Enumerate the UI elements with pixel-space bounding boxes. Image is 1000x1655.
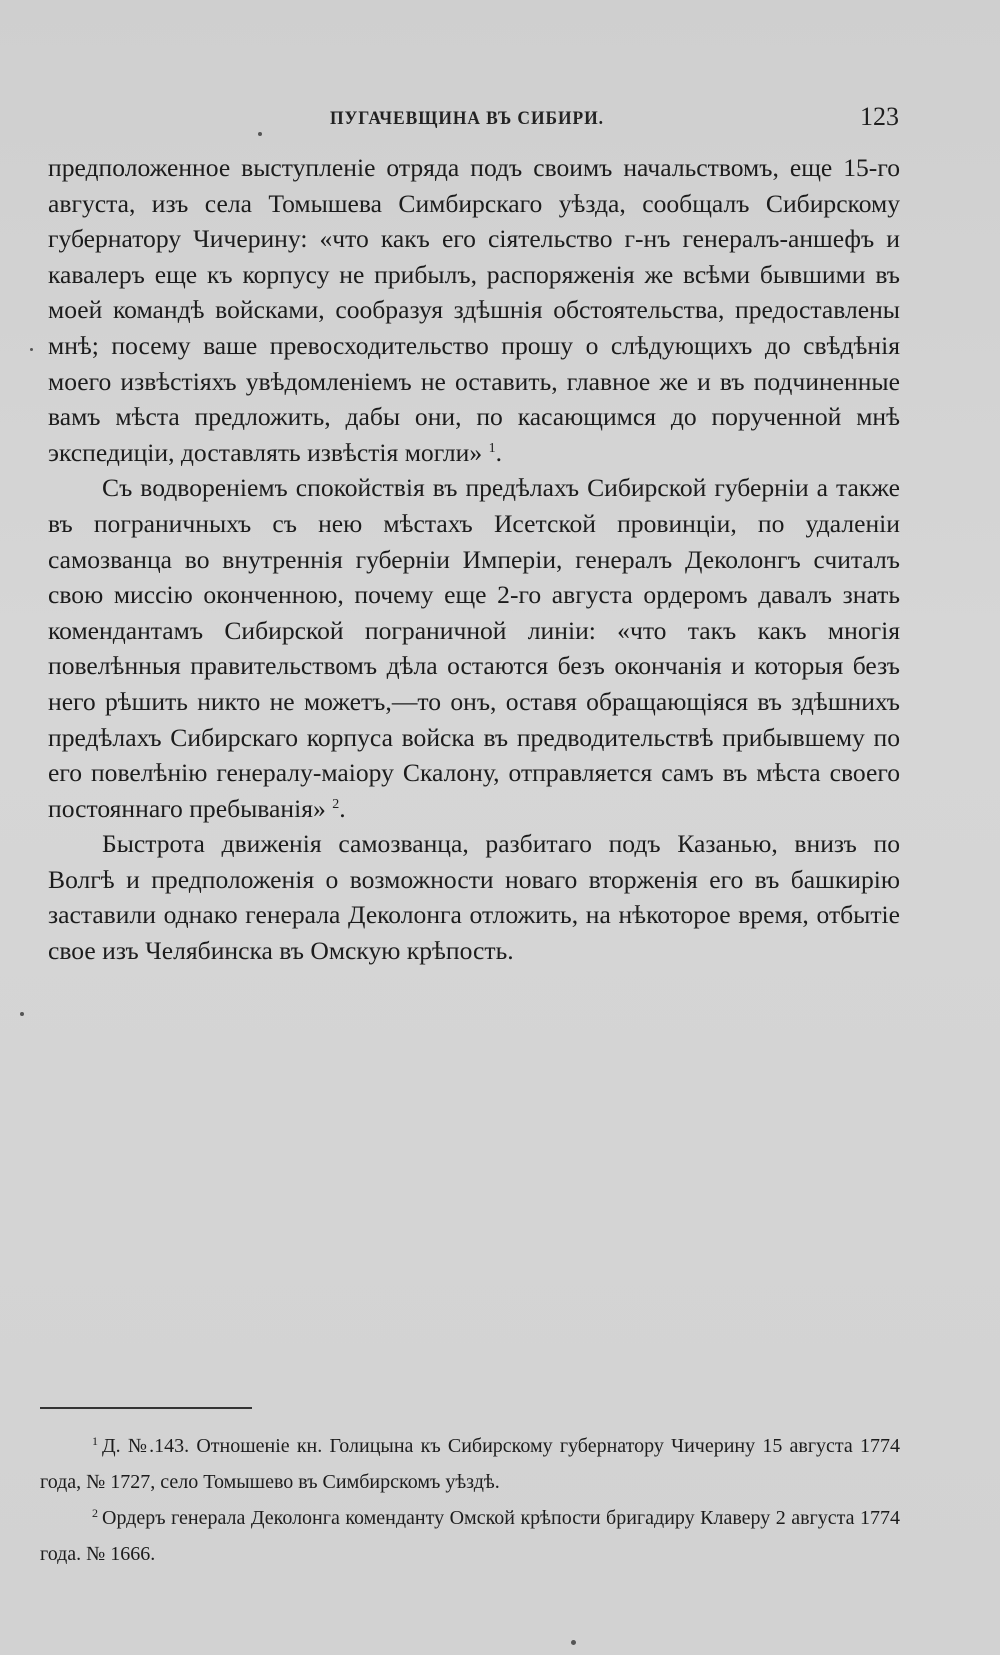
footnote-2-mark: 2 — [92, 1506, 98, 1520]
footnote-divider — [40, 1407, 252, 1409]
print-speck — [20, 1012, 24, 1016]
paragraph-3-text: Быстрота движенія самозванца, разбитаго подъ Казанью, внизъ по Волгѣ и предположенія о возможности новаго вторженія его въ башкирію заставили однако генерала Деколонга отложить, на нѣкоторое время, отбытіе свое изъ Челябинска въ Омскую крѣпость. — [48, 829, 900, 966]
footnote-ref-2: 2 — [332, 796, 340, 812]
print-speck — [571, 1640, 576, 1645]
print-speck — [258, 132, 262, 136]
main-text — [48, 150, 900, 969]
paragraph-2: Съ водвореніемъ спокойствія въ предѣлахъ Сибирской губерніи а также въ пограничныхъ съ нею мѣстахъ Исетской провинціи, по удаленіи самозванца во внутреннія губерніи Имперіи, генералъ Деколонгъ считалъ свою миссію оконченною, почему еще 2-го августа ордеромъ давалъ знать комендантамъ Сибирской пограничной линіи: «что такъ какъ многія повелѣнныя правительствомъ дѣла остаются безъ окончанія и которыя безъ него рѣшить никто не можетъ,—то онъ, оставя обращающіяся въ здѣшнихъ предѣлахъ Сибирскаго корпуса войска въ предводительствѣ прибывшему по его повелѣнію генералу-маіору Скалону, отправляется самъ въ мѣста своего постояннаго пребыванія» $^2$. — [48, 473, 900, 823]
paragraph-2-text: Съ водвореніемъ спокойствія въ предѣлахъ Сибирской губерніи а также въ пограничныхъ съ нею мѣстахъ Исетской провинціи, по удаленіи самозванца во внутреннія губерніи Имперіи, генералъ Деколонгъ считалъ свою миссію оконченною, почему еще 2-го августа ордеромъ давалъ знать комендантамъ Сибирской пограничной линіи: «что такъ какъ многія повелѣнныя правительствомъ дѣла остаются безъ окончанія и которыя безъ него рѣшить никто не можетъ,—то онъ, оставя обращающіяся въ здѣшнихъ предѣлахъ Сибирскаго корпуса войска въ предводительствѣ прибывшему по его повелѣнію генералу-маіору Скалону, отправляется самъ въ мѣста своего постояннаго пребыванія» — [48, 473, 900, 823]
footnote-1-mark: 1 — [92, 1434, 98, 1448]
print-speck — [30, 348, 33, 351]
paragraph-1: предположенное выступленіе отряда подъ своимъ начальствомъ, еще 15-го августа, изъ села Томышева Симбирскаго уѣзда, сообщалъ Сибирскому губернатору Чичерину: «что какъ его сіятельство г-нъ генералъ-аншефъ и кавалеръ еще къ корпусу не прибылъ, распоряженія же всѣми бывшими въ моей командѣ войсками, сообразуя здѣшнія обстоятельства, предоставлены мнѣ; посему ваше превосходительство прошу о слѣдующихъ до свѣдѣнія моего извѣстіяхъ увѣдомленіемъ не оставить, главное же и въ подчиненные вамъ мѣста предложить, дабы они, по касающимся до порученной мнѣ экспедиціи, доставлять извѣстія могли» $^1$. — [48, 153, 900, 467]
page-number: 123 — [860, 102, 899, 131]
footnote-ref-1: 1 — [488, 440, 496, 456]
footnote-2 — [40, 1500, 900, 1572]
running-title: ПУГАЧЕВЩИНА ВЪ СИБИРИ. — [330, 108, 604, 129]
page-header — [0, 100, 1000, 140]
paragraph-3 — [48, 826, 900, 968]
footnote-1 — [40, 1428, 900, 1500]
footnote-1-text: Д. №.143. Отношеніе кн. Голицына къ Сибирскому губернатору Чичерину 15 августа 1774 года, № 1727, село Томышево въ Симбирскомъ уѣздѣ. — [40, 1435, 900, 1493]
paragraph-1-text: предположенное выступленіе отряда подъ своимъ начальствомъ, еще 15-го августа, изъ села Томышева Симбирскаго уѣзда, сообщалъ Сибирскому губернатору Чичерину: «что какъ его сіятельство г-нъ генералъ-аншефъ и кавалеръ еще къ корпусу не прибылъ, распоряженія же всѣми бывшими въ моей командѣ войсками, сообразуя здѣшнія обстоятельства, предоставлены мнѣ; посему ваше превосходительство прошу о слѣдующихъ до свѣдѣнія моего извѣстіяхъ увѣдомленіемъ не оставить, главное же и въ подчиненные вамъ мѣста предложить, дабы они, по касающимся до порученной мнѣ экспедиціи, доставлять извѣстія могли» — [48, 153, 900, 467]
footnotes — [40, 1428, 900, 1572]
footnote-2-text: Ордеръ генерала Деколонга коменданту Омской крѣпости бригадиру Клаверу 2 августа 1774 года. № 1666. — [40, 1507, 900, 1565]
